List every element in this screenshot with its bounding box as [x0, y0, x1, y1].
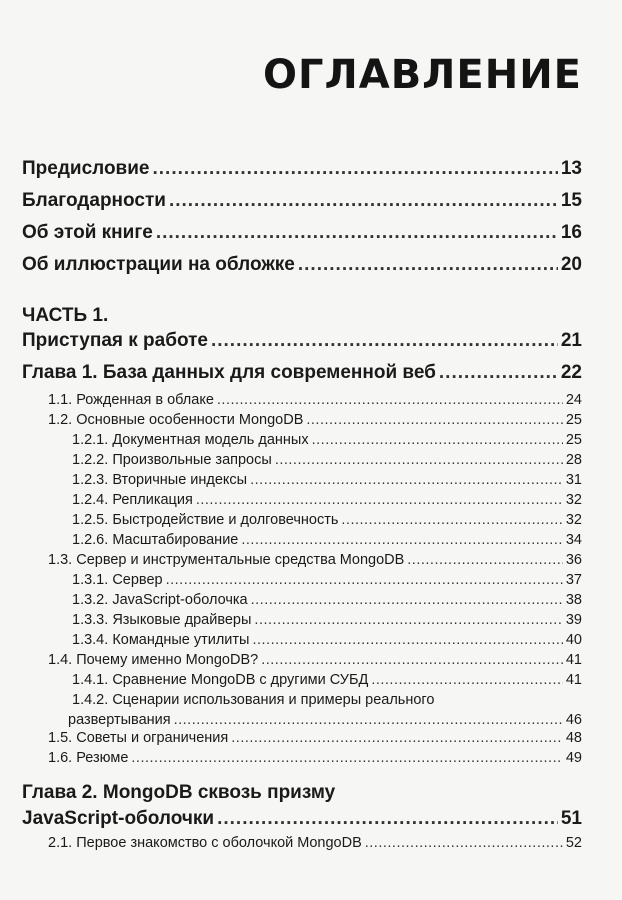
- entry-title: 1.2.5. Быстродействие и долговечность: [72, 512, 339, 528]
- entry-page: 21: [560, 330, 582, 351]
- entry-title-line1: Глава 2. MongoDB сквозь призму: [22, 782, 336, 803]
- page-title: ОГЛАВЛЕНИЕ: [263, 52, 582, 98]
- entry-page: 24: [565, 392, 582, 408]
- dot-leader: [169, 190, 558, 212]
- dot-leader: [254, 612, 562, 628]
- toc-section[interactable]: [48, 750, 582, 766]
- entry-page: 38: [565, 592, 582, 608]
- dot-leader: [231, 730, 563, 746]
- entry-title-line1: 1.4.2. Сценарии использования и примеры реального: [72, 692, 435, 708]
- toc-entry-chapter1[interactable]: [22, 362, 582, 384]
- toc-entry-part1[interactable]: [22, 330, 582, 352]
- dot-leader: [156, 222, 558, 244]
- dot-leader: [341, 512, 562, 528]
- toc-subsection[interactable]: [72, 532, 582, 548]
- dot-leader: [196, 492, 563, 508]
- entry-page: 20: [560, 254, 582, 275]
- toc-subsection[interactable]: [72, 612, 582, 628]
- entry-page: 34: [565, 532, 582, 548]
- entry-title: 1.3.2. JavaScript-оболочка: [72, 592, 248, 608]
- entry-page: 39: [565, 612, 582, 628]
- dot-leader: [252, 632, 562, 648]
- dot-leader: [371, 672, 563, 688]
- entry-page: 46: [565, 712, 582, 728]
- entry-title: 1.2.1. Документная модель данных: [72, 432, 309, 448]
- toc-section[interactable]: [48, 730, 582, 746]
- entry-page: 51: [560, 808, 582, 829]
- toc-section[interactable]: [48, 392, 582, 408]
- toc-subsection[interactable]: [72, 572, 582, 588]
- dot-leader: [241, 532, 563, 548]
- entry-title: Об иллюстрации на обложке: [22, 254, 295, 275]
- dot-leader: [312, 432, 563, 448]
- entry-page: 49: [565, 750, 582, 766]
- entry-title-line2: развертывания: [68, 712, 171, 728]
- toc-section[interactable]: [48, 412, 582, 428]
- dot-leader: [407, 552, 563, 568]
- entry-title: 1.3.3. Языковые драйверы: [72, 612, 252, 628]
- dot-leader: [365, 835, 563, 851]
- entry-title: 1.4. Почему именно MongoDB?: [48, 652, 259, 668]
- toc-subsection[interactable]: [72, 472, 582, 488]
- toc-subsection[interactable]: [72, 512, 582, 528]
- dot-leader: [166, 572, 563, 588]
- dot-leader: [251, 592, 563, 608]
- entry-title: Предисловие: [22, 158, 150, 179]
- entry-title: Благодарности: [22, 190, 166, 211]
- toc-subsection[interactable]: [72, 672, 582, 688]
- entry-page: 52: [565, 835, 582, 851]
- entry-title-line2-row: [22, 806, 582, 832]
- entry-page: 28: [565, 452, 582, 468]
- entry-title: 1.3.4. Командные утилиты: [72, 632, 250, 648]
- toc-section[interactable]: [48, 652, 582, 668]
- entry-title: Глава 1. База данных для современной веб: [22, 362, 436, 383]
- entry-page: 32: [565, 512, 582, 528]
- part-label: ЧАСТЬ 1.: [22, 305, 109, 326]
- dot-leader: [153, 158, 558, 180]
- dot-leader: [217, 806, 558, 832]
- dot-leader: [298, 254, 558, 276]
- entry-page: 37: [565, 572, 582, 588]
- toc-entry-acknowledgements[interactable]: [22, 190, 582, 212]
- entry-title-line2-row: [68, 710, 582, 730]
- toc-entry-cover-illustration[interactable]: [22, 254, 582, 276]
- dot-leader: [261, 652, 563, 668]
- dot-leader: [217, 392, 563, 408]
- entry-title: 2.1. Первое знакомство с оболочкой MongoDB: [48, 835, 362, 851]
- toc-entry-chapter2[interactable]: [22, 780, 582, 832]
- dot-leader: [250, 472, 563, 488]
- toc-subsection[interactable]: [72, 492, 582, 508]
- toc-section[interactable]: [48, 552, 582, 568]
- toc-section[interactable]: [48, 835, 582, 851]
- entry-title: 1.2. Основные особенности MongoDB: [48, 412, 304, 428]
- dot-leader: [174, 710, 563, 730]
- entry-page: 36: [565, 552, 582, 568]
- toc-entry-preface[interactable]: [22, 158, 582, 180]
- toc-entry-about-book[interactable]: [22, 222, 582, 244]
- entry-page: 48: [565, 730, 582, 746]
- entry-title: 1.6. Резюме: [48, 750, 129, 766]
- entry-page: 22: [560, 362, 582, 383]
- entry-title: 1.2.4. Репликация: [72, 492, 193, 508]
- entry-page: 25: [565, 412, 582, 428]
- entry-page: 41: [565, 672, 582, 688]
- entry-title: 1.5. Советы и ограничения: [48, 730, 229, 746]
- entry-title: Приступая к работе: [22, 330, 208, 351]
- entry-page: 25: [565, 432, 582, 448]
- toc-subsection[interactable]: [72, 592, 582, 608]
- entry-page: 40: [565, 632, 582, 648]
- toc-subsection[interactable]: [72, 632, 582, 648]
- toc-subsection[interactable]: [72, 452, 582, 468]
- entry-page: 13: [560, 158, 582, 179]
- dot-leader: [131, 750, 562, 766]
- entry-title: 1.2.3. Вторичные индексы: [72, 472, 248, 488]
- entry-title: 1.2.2. Произвольные запросы: [72, 452, 272, 468]
- entry-title: 1.4.1. Сравнение MongoDB с другими СУБД: [72, 672, 369, 688]
- dot-leader: [306, 412, 562, 428]
- dot-leader: [275, 452, 563, 468]
- entry-title: Об этой книге: [22, 222, 153, 243]
- entry-page: 15: [560, 190, 582, 211]
- dot-leader: [211, 330, 558, 352]
- entry-page: 16: [560, 222, 582, 243]
- toc-subsection[interactable]: [72, 432, 582, 448]
- entry-title: 1.1. Рожденная в облаке: [48, 392, 214, 408]
- entry-page: 31: [565, 472, 582, 488]
- dot-leader: [439, 362, 558, 384]
- entry-title: 1.3.1. Сервер: [72, 572, 163, 588]
- entry-title-line2: JavaScript-оболочки: [22, 808, 215, 829]
- entry-page: 41: [565, 652, 582, 668]
- toc-subsection-wrapped[interactable]: [68, 690, 582, 730]
- entry-title: 1.3. Сервер и инструментальные средства MongoDB: [48, 552, 405, 568]
- entry-page: 32: [565, 492, 582, 508]
- entry-title: 1.2.6. Масштабирование: [72, 532, 239, 548]
